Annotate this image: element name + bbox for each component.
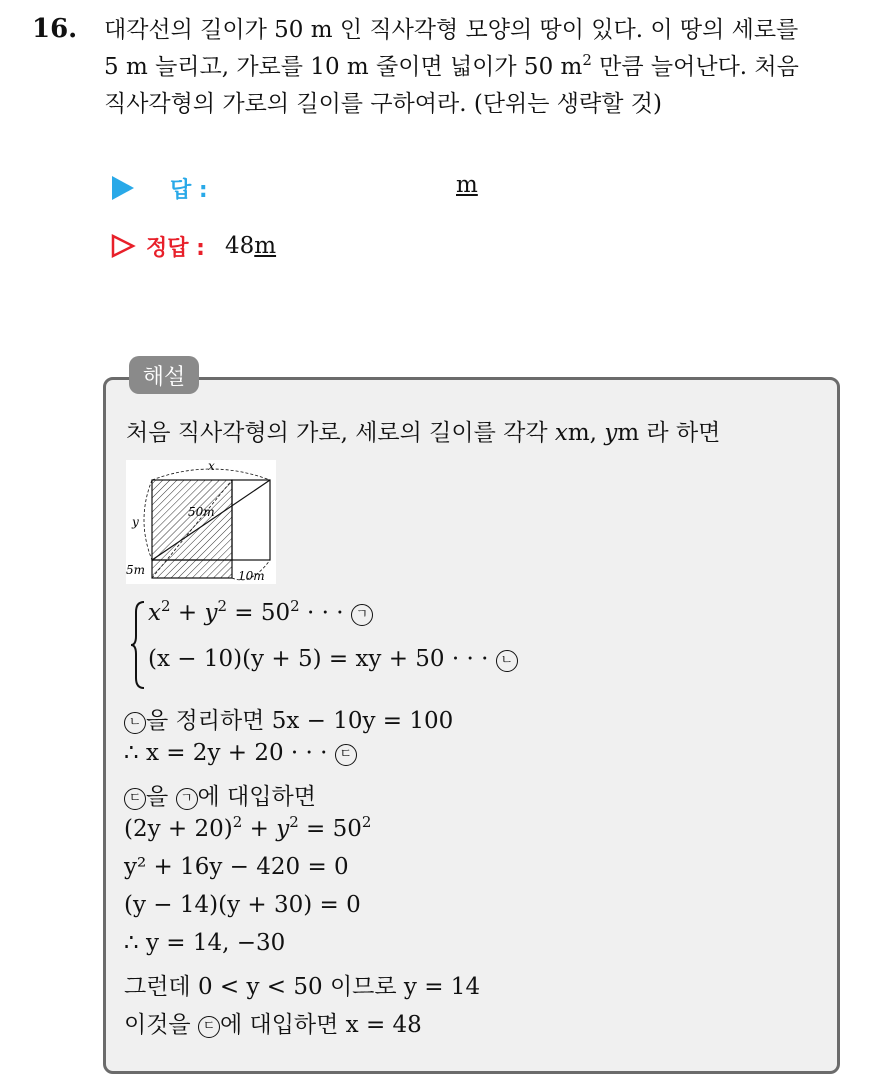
question-line-2: 5 m 늘리고, 가로를 10 m 줄이면 넓이가 50 $m^2$ 만큼 늘어난다. 처음 xyxy=(104,51,799,80)
equation-1: $x^2 + y^2 = 50^2$ · · · ㄱ xyxy=(148,600,373,626)
question-number: 16. xyxy=(32,14,78,44)
figure-right-label: 10m xyxy=(238,569,265,583)
solution-tab: 해설 xyxy=(129,356,199,394)
answer-unit: m xyxy=(456,172,478,198)
step-4: $(2y + 20)^2 + y^2 = 50^2$ xyxy=(124,813,372,842)
correct-answer-value: 48m xyxy=(224,233,277,259)
question-line-3: 직사각형의 가로의 길이를 구하여라. (단위는 생략할 것) xyxy=(104,91,662,117)
mark-1: ㄱ xyxy=(351,604,373,626)
correct-answer-row xyxy=(110,228,276,264)
solution-intro: 처음 직사각형의 가로, 세로의 길이를 각각 xm, ym 라 하면 xyxy=(126,420,721,446)
figure-bottom-label: 5m xyxy=(126,563,146,577)
step-7: ∴ y = 14, −30 xyxy=(124,930,286,956)
step-9: 이것을 ㄷ 에 대입하면 x = 48 xyxy=(124,1012,422,1038)
answer-label: 답 : xyxy=(170,177,208,203)
figure-x-label: x xyxy=(208,460,215,473)
brace-icon xyxy=(130,600,146,690)
equation-2: (x − 10)(y + 5) = xy + 50 · · · ㄴ xyxy=(148,646,518,672)
step-6: (y − 14)(y + 30) = 0 xyxy=(124,892,361,918)
rectangle-figure xyxy=(126,460,276,584)
step-8: 그런데 0 < y < 50 이므로 y = 14 xyxy=(124,974,481,1000)
correct-answer-label: 정답 : xyxy=(146,235,205,261)
step-2: ∴ x = 2y + 20 · · · ㄷ xyxy=(124,740,357,766)
answer-row xyxy=(112,170,478,206)
mark-2: ㄴ xyxy=(496,650,518,672)
step-3: ㄷ 을 ㄱ 에 대입하면 xyxy=(124,778,316,811)
play-triangle-icon xyxy=(112,176,134,200)
question-text xyxy=(104,12,864,123)
figure-y-label: y xyxy=(132,515,139,529)
figure-diagonal-label: 50m xyxy=(188,505,215,519)
question-line-1: 대각선의 길이가 50 m 인 직사각형 모양의 땅이 있다. 이 땅의 세로를 xyxy=(104,17,799,43)
step-1: ㄴ 을 정리하면 5x − 10y = 100 xyxy=(124,702,453,735)
step-5: y² + 16y − 420 = 0 xyxy=(124,854,349,880)
outline-triangle-icon xyxy=(110,233,136,259)
